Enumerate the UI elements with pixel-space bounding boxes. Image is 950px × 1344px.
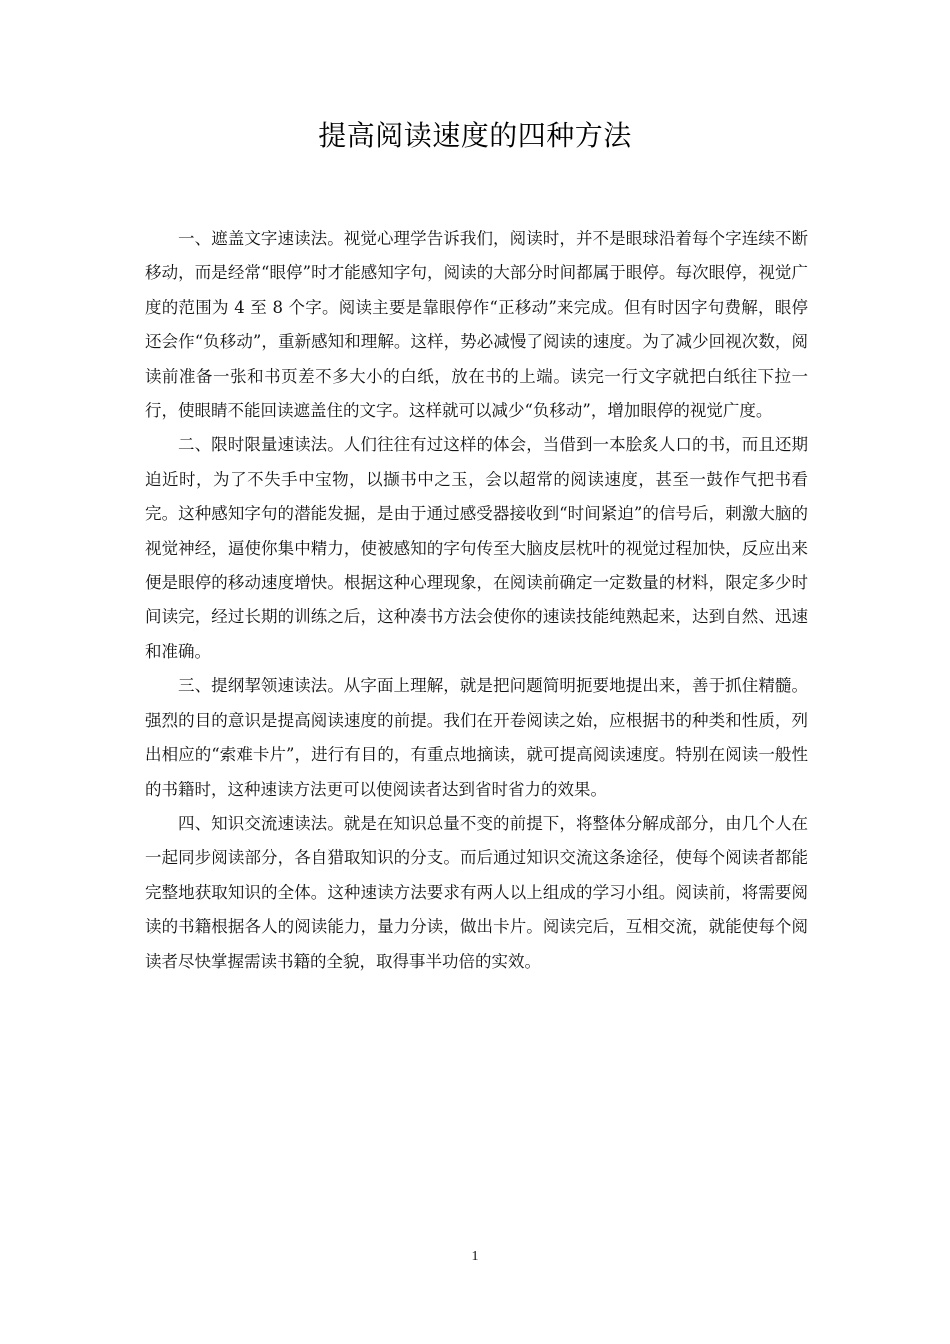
paragraph-method-3: 三、提纲挈领速读法。从字面上理解，就是把问题简明扼要地提出来，善于抓住精髓。强烈的目的意识是提高阅读速度的前提。我们在开卷阅读之始，应根据书的种类和性质，列出相应的“索难卡片”，进行有目的，有重点地摘读，就可提高阅读速度。特别在阅读一般性的书籍时，这种速读方法更可以使阅读者达到省时省力的效果。: [145, 676, 808, 799]
page-number: 1: [471, 1249, 479, 1264]
page-title: 提高阅读速度的四种方法: [318, 119, 632, 152]
document-body: [145, 222, 808, 979]
paragraph-method-2: 二、限时限量速读法。人们往往有过这样的体会，当借到一本脍炙人口的书，而且还期迫近时，为了不失手中宝物，以撷书中之玉，会以超常的阅读速度，甚至一鼓作气把书看完。这种感知字句的潜能发掘，是由于通过感受器接收到“时间紧迫”的信号后，刺激大脑的视觉神经，逼使你集中精力，使被感知的字句传至大脑皮层枕叶的视觉过程加快，反应出来便是眼停的移动速度增快。根据这种心理现象，在阅读前确定一定数量的材料，限定多少时间读完，经过长期的训练之后，这种凑书方法会使你的速读技能纯熟起来，达到自然、迅速和准确。: [145, 435, 808, 661]
paragraph-method-1: 一、遮盖文字速读法。视觉心理学告诉我们，阅读时，并不是眼球沿着每个字连续不断移动，而是经常“眼停”时才能感知字句，阅读的大部分时间都属于眼停。每次眼停，视觉广度的范围为 4 至 8 个字。阅读主要是靠眼停作“正移动”来完成。但有时因字句费解，眼停还会作“负移动”，重新感知和理解。这样，势必减慢了阅读的速度。为了减少回视次数，阅读前准备一张和书页差不多大小的白纸，放在书的上端。读完一行文字就把白纸往下拉一行，使眼睛不能回读遮盖住的文字。这样就可以减少“负移动”，增加眼停的视觉广度。: [145, 229, 808, 421]
paragraph-method-4: 四、知识交流速读法。就是在知识总量不变的前提下，将整体分解成部分，由几个人在一起同步阅读部分，各自猎取知识的分支。而后通过知识交流这条途径，使每个阅读者都能完整地获取知识的全体。这种速读方法要求有两人以上组成的学习小组。阅读前，将需要阅读的书籍根据各人的阅读能力，量力分读，做出卡片。阅读完后，互相交流，就能使每个阅读者尽快掌握需读书籍的全貌，取得事半功倍的实效。: [145, 813, 808, 971]
